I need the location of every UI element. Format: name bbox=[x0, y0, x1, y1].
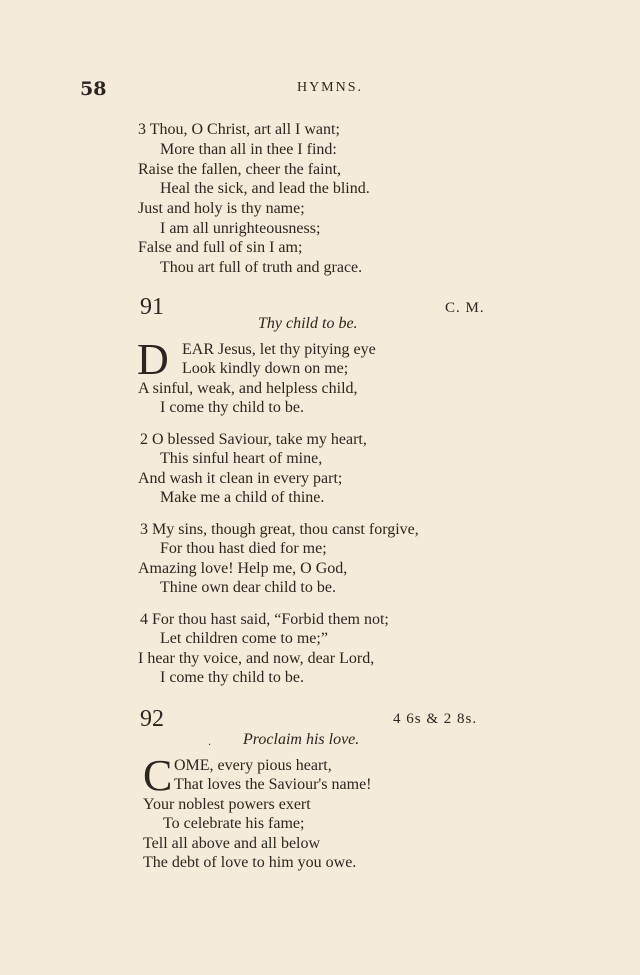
drop-cap: D bbox=[137, 335, 169, 384]
verse-line: Tell all above and all below bbox=[143, 835, 321, 852]
drop-cap: C bbox=[143, 751, 173, 800]
verse-line: Just and holy is thy name; bbox=[138, 200, 305, 217]
verse-line: For thou hast died for me; bbox=[160, 540, 327, 557]
hymn-meter: 4 6s & 2 8s. bbox=[393, 711, 478, 727]
verse-line: This sinful heart of mine, bbox=[160, 450, 323, 467]
verse-line: Make me a child of thine. bbox=[160, 489, 325, 506]
hymn-number: 91 bbox=[140, 294, 164, 320]
verse-line: The debt of love to him you owe. bbox=[143, 854, 357, 871]
verse-line: Amazing love! Help me, O God, bbox=[138, 560, 348, 577]
verse-line: A sinful, weak, and helpless child, bbox=[138, 380, 358, 397]
page-number: 58 bbox=[80, 78, 107, 100]
verse-line: Thine own dear child to be. bbox=[160, 579, 336, 596]
verse-line: EAR Jesus, let thy pitying eye bbox=[182, 341, 376, 358]
verse-line: 2 O blessed Saviour, take my heart, bbox=[140, 431, 367, 448]
verse-line: 3 Thou, O Christ, art all I want; bbox=[138, 121, 340, 138]
print-speck: · bbox=[208, 740, 212, 751]
running-head: HYMNS. bbox=[296, 80, 364, 95]
verse-line: I am all unrighteousness; bbox=[160, 220, 321, 237]
verse-line: Heal the sick, and lead the blind. bbox=[160, 180, 370, 197]
verse-line: 4 For thou hast said, “Forbid them not; bbox=[140, 611, 389, 628]
verse-line: Look kindly down on me; bbox=[182, 360, 349, 377]
verse-line: I hear thy voice, and now, dear Lord, bbox=[138, 650, 375, 667]
verse-line: False and full of sin I am; bbox=[138, 239, 303, 256]
verse-line: I come thy child to be. bbox=[160, 669, 304, 686]
page-header bbox=[80, 78, 580, 100]
verse-line: Your noblest powers exert bbox=[143, 796, 311, 813]
hymn-title: Proclaim his love. bbox=[243, 731, 360, 748]
verse-line: That loves the Saviour's name! bbox=[174, 776, 372, 793]
verse-line: OME, every pious heart, bbox=[174, 757, 332, 774]
verse-line: More than all in thee I find: bbox=[160, 141, 337, 158]
verse-line: Let children come to me;” bbox=[160, 630, 328, 647]
verse-line: To celebrate his fame; bbox=[163, 815, 305, 832]
hymn-meter: C. M. bbox=[445, 300, 485, 316]
verse-line: And wash it clean in every part; bbox=[138, 470, 343, 487]
verse-line: 3 My sins, though great, thou canst forgive, bbox=[140, 521, 419, 538]
hymn-number: 92 bbox=[140, 706, 164, 732]
verse-line: I come thy child to be. bbox=[160, 399, 304, 416]
verse-line: Thou art full of truth and grace. bbox=[160, 259, 363, 276]
verse-line: Raise the fallen, cheer the faint, bbox=[138, 161, 342, 178]
hymn-title: Thy child to be. bbox=[258, 315, 358, 332]
